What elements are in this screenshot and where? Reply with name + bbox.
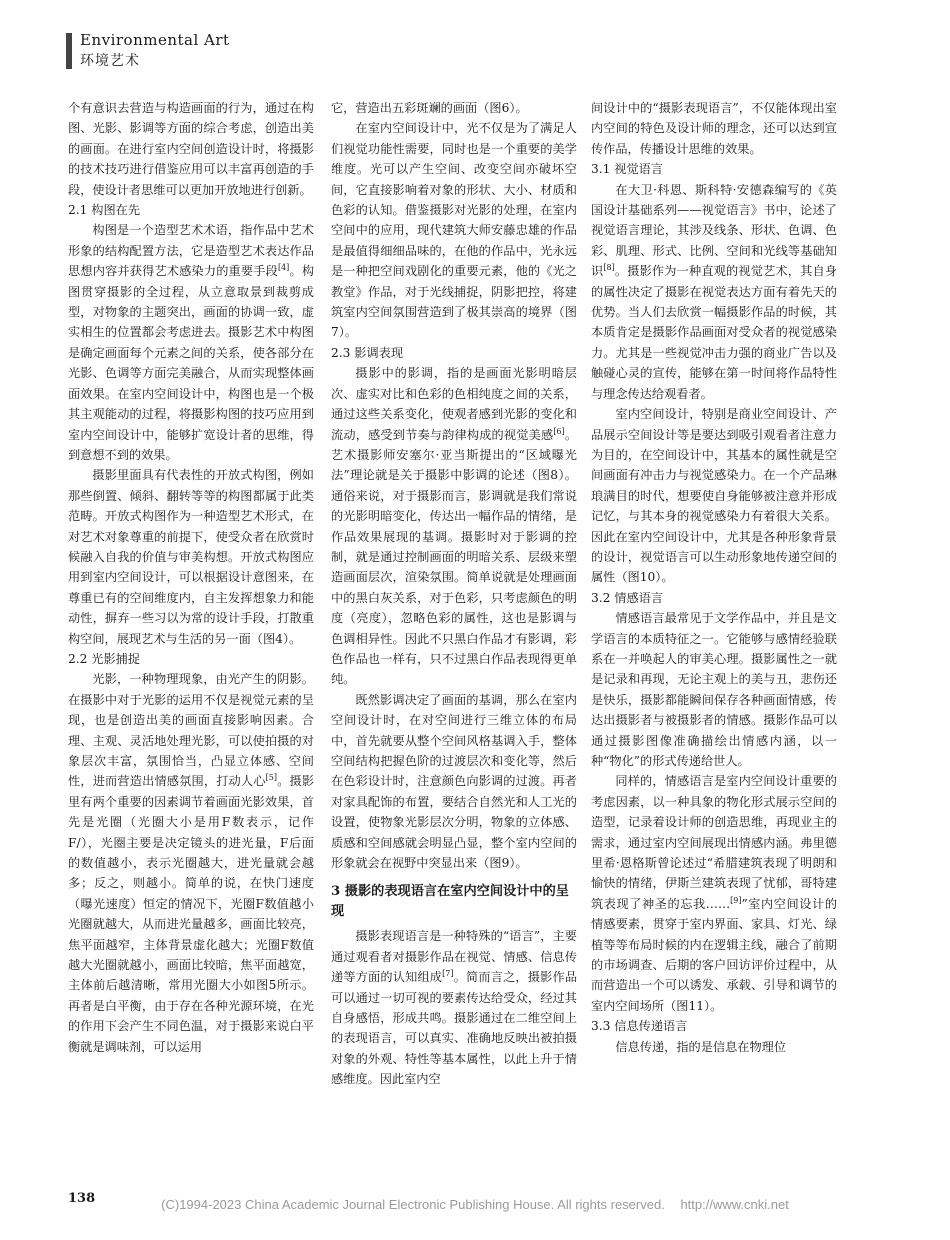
citation[interactable]: [7] [442,969,454,979]
paragraph: 摄影中的影调，指的是画面光影明暗层次、虚实对比和色彩的色相纯度之间的关系，通过这些关系变化，使观者感到光影的变化和流动，感受到节奏与韵律构成的视觉美感[6]。艺术摄影师安塞尔·亚当斯提出的“区域曝光法”理论就是关于摄影中影调的论述（图8）。通俗来说，对于摄影而言，影调就是我们常说的光影明暗变化，传达出一幅作品的情绪，是作品效果展现的基调。摄影时对于影调的控制，就是通过控制画面的明暗关系、层级来塑造画面层次，渲染氛围。简单说就是处理画面中的黑白灰关系，对于色彩，只考虑颜色的明度（亮度），忽略色彩的属性，这也是影调与色调相异性。因此不只黑白作品才有影调，彩色作品也一样有，只不过黑白作品表现得更单纯。 [331,366,578,687]
section-heading-2-3: 2.3 影调表现 [331,345,404,360]
paragraph: 它，营造出五彩斑斓的画面（图6）。 [331,101,528,115]
section-heading-2-1: 2.1 构图在先 [68,203,141,218]
section-heading-2-2: 2.2 光影捕捉 [68,651,141,666]
section-heading-3-3: 3.3 信息传递语言 [591,1019,688,1034]
header-bar [66,33,72,69]
paragraph: 个有意识去营造与构造画面的行为，通过在构图、光影、影调等方面的综合考虑，创造出美的画面。在进行室内空间创造设计时，将摄影的技术技巧进行借鉴应用可以丰富再创造的手段，使设计者思维可以更加开放地进行创新。 [68,101,314,197]
section-heading-3-1: 3.1 视觉语言 [591,162,664,177]
paragraph: 摄影里面具有代表性的开放式构图，例如那些倒置、倾斜、翻转等等的构图都属于此类范畴。开放式构图作为一种造型艺术形式，在对艺术对象尊重的前提下，使受众者在欣赏时候融入自我的价值与审美构想。开放式构图应用到室内空间设计，可以根据设计意图来，在尊重已有的空间维度内，自主发挥想象力和能动性，摒弃一些习以为常的设计手段，打散重构空间，展现艺术与生活的另一面（图4）。 [68,468,314,646]
paragraph: 摄影表现语言是一种特殊的“语言”，主要通过观看者对摄影作品在视觉、情感、信息传递等方面的认知组成[7]。简而言之，摄影作品可以通过一切可视的要素传达给受众，经过其自身感悟，形成共鸣。摄影通过在二维空间上的表现语言，可以真实、准确地反映出被拍摄对象的外观、特性等基本属性，以此上升于情感维度。因此室内空 [331,929,578,1087]
paragraph: 构图是一个造型艺术术语，指作品中艺术形象的结构配置方法，它是造型艺术表达作品思想内容并获得艺术感染力的重要手段[4]。构图贯穿摄影的全过程，从立意取景到裁剪成型，对物象的主题突出，画面的协调一致，虚实相生的位置都会考虑进去。摄影艺术中构图是确定画面每个元素之间的关系，使各部分在光影、色调等方面完美融合，从而实现整体画面效果。在室内空间设计中，构图也是一个极其主观能动的过程，将摄影构图的技巧应用到室内空间设计中，能够扩宽设计者的思维，得到意想不到的效果。 [68,223,315,462]
column-2 [331,98,577,1090]
citation[interactable]: [6] [553,426,565,436]
paragraph: 在大卫·科恩、斯科特·安德森编写的《英国设计基础系列——视觉语言》书中，论述了视觉语言理论，其涉及线条、形状、色调、色彩、肌理、形式、比例、空间和光线等基础知识[8]。摄影作为一种直观的视觉艺术，其自身的属性决定了摄影在视觉表达方面有着先天的优势。当人们去欣赏一幅摄影作品的时候，其本质肯定是摄影作品画面对受众者的视觉感染力。尤其是一些视觉冲击力强的商业广告以及触碰心灵的宣传，能够在第一时间将作品特性与理念传达给观看者。 [591,182,838,401]
citation[interactable]: [4] [277,263,290,273]
citation[interactable]: [9] [730,895,742,905]
paragraph: 在室内空间设计中，光不仅是为了满足人们视觉功能性需要，同时也是一个重要的美学维度。光可以产生空间、改变空间亦破坏空间，它直接影响着对象的形状、大小、材质和色彩的认知。借鉴摄影对光影的处理，在室内空间中的应用，现代建筑大师安藤忠雄的作品是最值得细细品味的，在他的作品中，光永远是一种把空间戏剧化的重要元素，他的《光之教堂》作品，对于光线捕捉，阴影把控，将建筑室内空间氛围营造到了极其崇高的境界（图7）。 [331,121,577,340]
paragraph: 光影，一种物理现象，由光产生的阴影。在摄影中对于光影的运用不仅是视觉元素的呈现，也是创造出美的画面直接影响因素。合理、主观、灵活地处理光影，可以使拍摄的对象层次丰富，氛围恰当，凸显立体感、空间性，进而营造出情感氛围，打动人心[5]。摄影里有两个重要的因素调节着画面光影效果，首先是光圈（光圈大小是用F数表示，记作F/），光圈主要是决定镜头的进光量，F后面的数值越小，表示光圈越大，进光量就会越多；反之，则越小。简单的说，在快门速度（曝光速度）恒定的情况下，光圈F数值越小光圈就越大，从而进光量越多，画面比较亮，焦平面越窄，主体背景虚化越大；光圈F数值越大光圈就越小，画面比较暗，焦平面越宽，主体前后越清晰，常用光圈大小如图5所示。再者是白平衡，由于存在各种光源环境，在光的作用下会产生不同色温，对于摄影来说白平衡就是调味剂，可以运用 [68,672,315,1054]
paragraph: 信息传递，指的是信息在物理位 [615,1039,787,1054]
cnki-link[interactable]: http://www.cnki.net [680,1197,789,1212]
paragraph: 既然影调决定了画面的基调，那么在室内空间设计时，在对空间进行三维立体的布局中，首先就要从整个空间风格基调入手，整体空间结构把握色阶的过渡层次和变化等，然后在色彩设计时，注意颜色向影调的过渡。再者对家具配饰的布置，要结合自然光和人工光的设置，使物象光影层次分明，物象的立体感、质感和空间感就会明显凸显，整个室内空间的形象就会在视野中突显出来（图9）。 [331,692,577,871]
citation[interactable]: [5] [265,773,277,783]
section-heading-3: 3 摄影的表现语言在室内空间设计中的呈现 [331,884,569,920]
copyright-text: (C)1994-2023 China Academic Journal Electronic Publishing House. All rights reserved. [161,1197,665,1212]
copyright-footer [0,1197,950,1212]
section-heading-3-2: 3.2 情感语言 [591,590,664,605]
citation[interactable]: [8] [603,263,615,273]
page-number: 138 [68,1191,96,1206]
journal-title-zh: 环境艺术 [80,53,140,69]
paragraph: 同样的，情感语言是室内空间设计重要的考虑因素，以一种具象的物化形式展示空间的造型，记录着设计师的创造思维，再现业主的需求，通过室内空间展现出情感内涵。弗里德里希·恩格斯曾论述过“希腊建筑表现了明朗和愉快的情绪，伊斯兰建筑表现了忧郁，哥特建筑表现了神圣的忘我……[9]”室内空间设计的情感要素，贯穿于室内界面、家具、灯光、绿植等等布局时候的内在逻辑主线，融合了前期的市场调查、后期的客户回访评价过程中，从而营造出一个可以诱发、承载、引导和调节的室内空间场所（图11）。 [591,774,838,1013]
paragraph: 室内空间设计，特别是商业空间设计、产品展示空间设计等是要达到吸引观看者注意力为目的，在空间设计中，其基本的属性就是空间画面有冲击力与视觉感染力。在一个产品琳琅满目的时代，想要使自身能够被注意并形成记忆，与其本身的视觉感染力有着很大关系。因此在室内空间设计中，尤其是各种形象背景的设计，视觉语言可以生动形象地传递空间的属性（图10）。 [591,407,837,585]
column-3 [591,98,837,1057]
paragraph: 间设计中的“摄影表现语言”，不仅能体现出室内空间的特色及设计师的理念，还可以达到宣传作品，传播设计思维的效果。 [591,101,837,156]
column-1 [68,98,314,1057]
journal-title-en: Environmental Art [80,31,230,49]
paragraph: 情感语言最常见于文学作品中，并且是文学语言的本质特征之一。它能够与感情经验联系在一并唤起人的审美心理。摄影属性之一就是记录和再现，无论主观上的美与丑，悲伤还是快乐，摄影都能瞬间保存各种画面情感，传达出摄影者与被摄影者的情感。摄影作品可以通过摄影图像准确描绘出情感内涵，以一种“物化”的形式传递给世人。 [591,611,837,768]
